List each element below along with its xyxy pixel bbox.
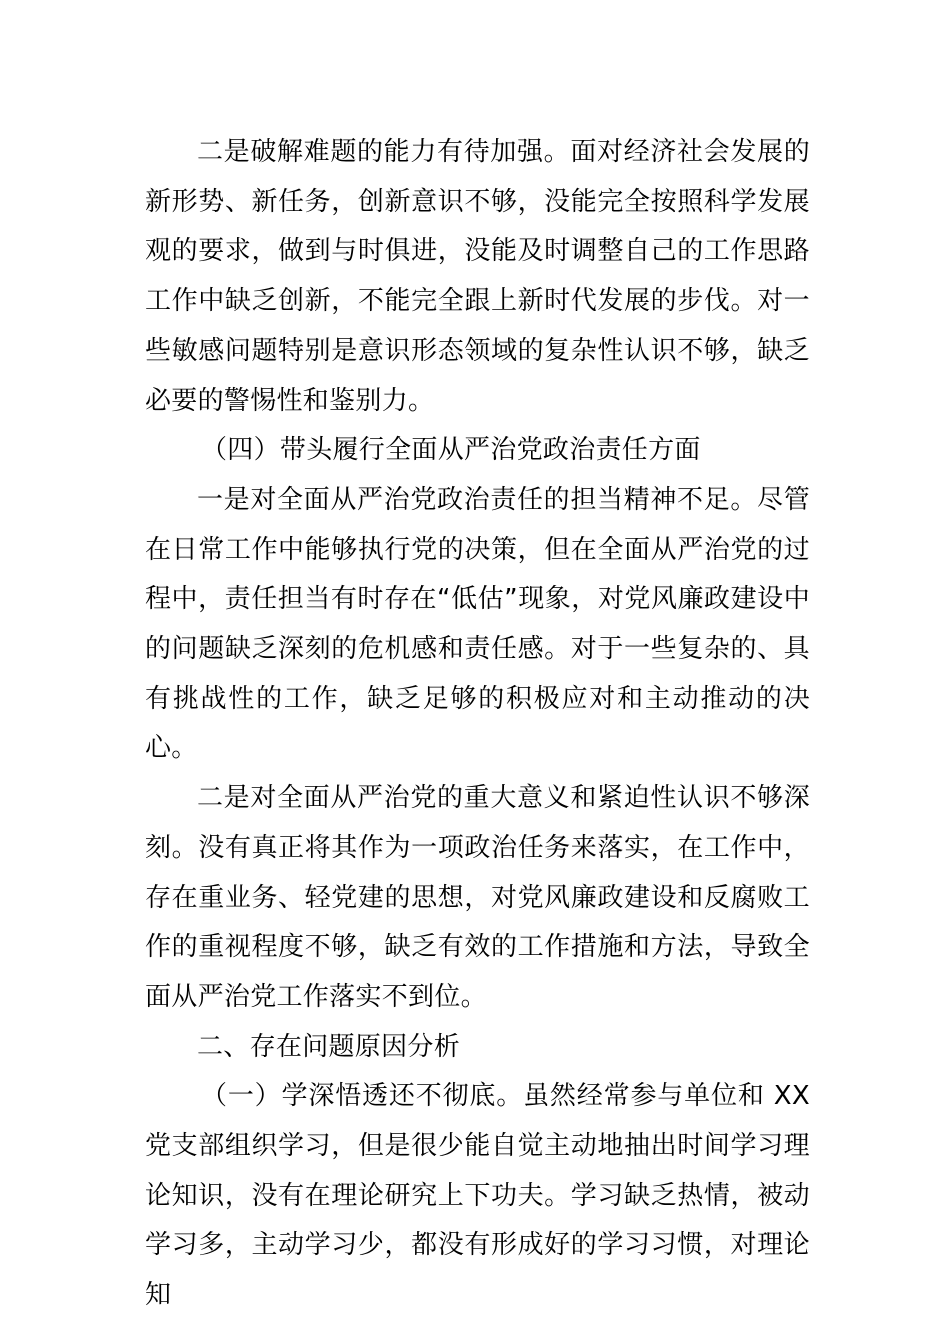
paragraph-study-depth: （一）学深悟透还不彻底。虽然经常参与单位和 XX 党支部组织学习，但是很少能自觉主动地抽出时间学习理论知识，没有在理论研究上下功夫。学习缺乏热情，被动学习多，主动学习少，都没有形成好的学习习惯，对理论知 (145, 1081, 810, 1311)
section-heading-cause-analysis: 二、存在问题原因分析 (197, 1031, 461, 1062)
paragraph-ability-problem-solving: 二是破解难题的能力有待加强。面对经济社会发展的新形势、新任务，创新意识不够，没能完全按照科学发展观的要求，做到与时俱进，没能及时调整自己的工作思路工作中缺乏创新，不能完全跟上新时代发展的步伐。对一些敏感问题特别是意识形态领域的复杂性认识不够，缺乏必要的警惕性和鉴别力。 (145, 137, 810, 416)
section-heading-four: （四）带头履行全面从严治党政治责任方面 (201, 435, 701, 466)
document-body (145, 128, 810, 1321)
paragraph-significance-awareness: 二是对全面从严治党的重大意义和紧迫性认识不够深刻。没有真正将其作为一项政治任务来落实，在工作中，存在重业务、轻党建的思想，对党风廉政建设和反腐败工作的重视程度不够，缺乏有效的工作措施和方法，导致全面从严治党工作落实不到位。 (145, 783, 810, 1012)
paragraph-responsibility-spirit: 一是对全面从严治党政治责任的担当精神不足。尽管在日常工作中能够执行党的决策，但在全面从严治党的过程中，责任担当有时存在“低估”现象，对党风廉政建设中的问题缺乏深刻的危机感和责任感。对于一些复杂的、具有挑战性的工作，缺乏足够的积极应对和主动推动的决心。 (145, 484, 810, 764)
